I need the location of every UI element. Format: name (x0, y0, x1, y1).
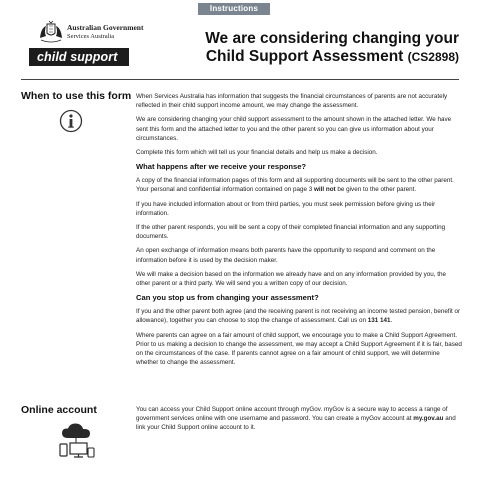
both-agree-end: . (390, 317, 393, 325)
online-account-heading: Online account (21, 404, 97, 416)
copy-sent-text: A copy of the financial information pages of this form and all supporting documents will be sent to the other parent. Your personal and confidential information contained on page 3 (136, 177, 454, 194)
title-line-2 (205, 48, 459, 66)
heading-after-response: What happens after we receive your response? (136, 162, 307, 172)
paragraph-copy-sent (136, 176, 462, 194)
paragraph-intro: When Services Australia has information that suggests the financial circumstances of parents are not accurately reflected in their child support income amount, we may change the assessment. (136, 93, 448, 110)
when-to-use-section (136, 92, 462, 372)
instructions-tab: Instructions (198, 3, 270, 15)
paragraph-complete: Complete this form which will tell us your financial details and help us make a decision. (136, 149, 378, 157)
online-account-section (136, 405, 462, 438)
mygov-text-end: and link your Child Support online account to it. (136, 415, 456, 432)
header-divider (21, 79, 459, 80)
agency-name: Services Australia (67, 33, 115, 40)
page-title (205, 30, 459, 66)
government-name: Australian Government (67, 23, 144, 32)
phone-number: 131 141 (367, 317, 391, 325)
title-main: Child Support Assessment (205, 48, 404, 65)
mygov-text: You can access your Child Support online account through myGov. myGov is a secure way to access a range of government services online with one username and password. You can create a myGov account at (136, 406, 448, 423)
paragraph-both-agree (136, 307, 462, 325)
will-not-emphasis: will not (313, 186, 336, 194)
both-agree-text: If you and the other parent both agree (and the receiving parent is not receiving an income tested pension, benefit or allowance), together you can choose to stop the change of assessment. Call us on (136, 308, 461, 325)
paragraph-considering: We are considering changing your child support assessment to the amount shown in the attached letter. We have sent this form and the attached letter to you and the other parent so you can give us information about your circumstances. (136, 116, 452, 142)
coat-of-arms-icon (38, 20, 64, 44)
mygov-link[interactable]: my.gov.au (413, 415, 444, 423)
copy-sent-text-end: be given to the other parent. (335, 186, 417, 194)
paragraph-mygov (136, 405, 462, 433)
cloud-devices-icon (59, 421, 95, 459)
paragraph-agreement: Where parents can agree on a fair amount of child support, we encourage you to make a Child Support Agreement. Prior to us making a decision to change the assessment, we may accept a Child Support Agreement if it is fair, based on the circumstances of the case. If parents cannot agree on a fair amount of child support, we will determine whether to change the assessment. (136, 331, 462, 367)
form-code: (CS2898) (407, 50, 459, 64)
title-line-1: We are considering changing your (205, 30, 459, 47)
child-support-banner: child support (29, 48, 129, 66)
paragraph-open-exchange: An open exchange of information means both parents have the opportunity to respond and comment on the information before it is used by the decision maker. (136, 247, 436, 264)
paragraph-other-parent: If the other parent responds, you will be sent a copy of their completed financial information and any supporting documents. (136, 224, 446, 241)
heading-stop-change: Can you stop us from changing your assessment? (136, 293, 319, 303)
paragraph-third-parties: If you have included information about or from third parties, you must seek permission before giving us their information. (136, 200, 436, 217)
when-to-use-heading: When to use this form (21, 90, 132, 102)
info-icon (59, 109, 83, 133)
paragraph-decision: We will make a decision based on the information we already have and on any information provided by you, the other parent or a third party. We will send you a written copy of our decision. (136, 270, 447, 288)
